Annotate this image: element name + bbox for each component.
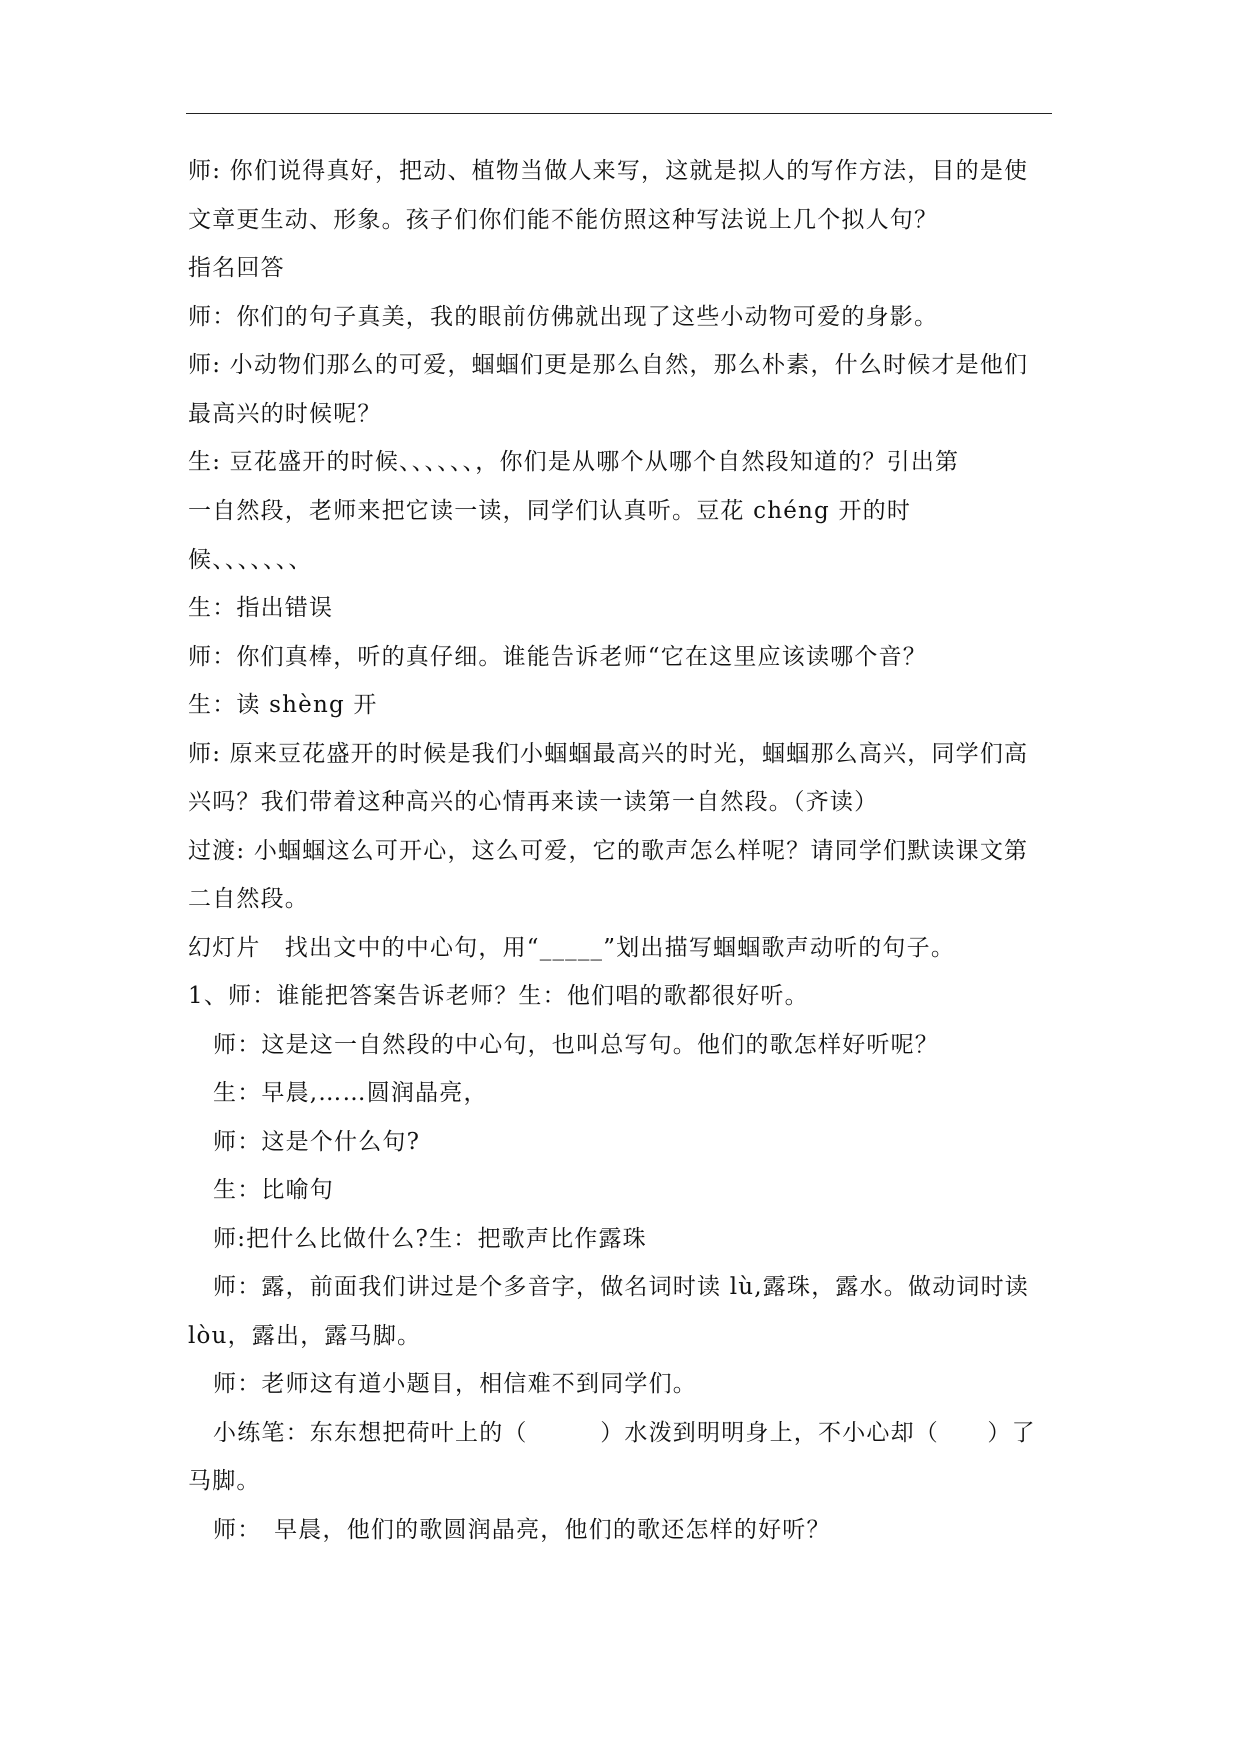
text-line: 师：老师这有道小题目，相信难不到同学们。 (213, 1371, 697, 1397)
text-line: 候、、、、、、、 (188, 547, 313, 573)
text-line: 生：比喻句 (213, 1177, 334, 1203)
text-line: 马脚。 (188, 1468, 261, 1494)
text-line: 最高兴的时候呢？ (188, 401, 382, 427)
text-line: 师: 小动物们那么的可爱，蝈蝈们更是那么自然，那么朴素，什么时候才是他们 (188, 352, 1029, 378)
text-line: 师: 你们说得真好，把动、植物当做人来写，这就是拟人的写作方法，目的是使 (188, 158, 1029, 184)
text-line: 1、师：谁能把答案告诉老师？生：他们唱的歌都很好听。 (188, 983, 809, 1009)
text-line: 师:把什么比做什么?生：把歌声比作露珠 (213, 1226, 647, 1252)
text-line: 兴吗？我们带着这种高兴的心情再来读一读第一自然段。（齐读） (188, 789, 879, 815)
text-line: 师：你们的句子真美，我的眼前仿佛就出现了这些小动物可爱的身影。 (188, 304, 939, 330)
text-line: 师：这是这一自然段的中心句，也叫总写句。他们的歌怎样好听呢？ (213, 1032, 939, 1058)
text-line: 小练笔：东东想把荷叶上的（ ）水泼到明明身上，不小心却（ ）了 (213, 1420, 1036, 1446)
text-line: 生: 豆花盛开的时候、、、、、、，你们是从哪个从哪个自然段知道的？引出第 (188, 449, 960, 475)
text-line: 师： 早晨，他们的歌圆润晶亮，他们的歌还怎样的好听？ (213, 1517, 831, 1543)
text-line: 一自然段，老师来把它读一读，同学们认真听。豆花 chéng 开的时 (188, 498, 912, 524)
text-line: 文章更生动、形象。孩子们你们能不能仿照这种写法说上几个拟人句？ (188, 207, 939, 233)
text-line: 师：露，前面我们讲过是个多音字，做名词时读 lù,露珠，露水。做动词时读 (213, 1274, 1029, 1300)
text-line: 师：你们真棒，听的真仔细。谁能告诉老师“它在这里应该读哪个音？ (188, 644, 927, 670)
text-line: 生：指出错误 (188, 595, 334, 621)
text-line: lòu，露出，露马脚。 (188, 1323, 422, 1349)
text-line: 生：读 shèng 开 (188, 692, 378, 718)
text-line: 幻灯片 找出文中的中心句，用“_____”划出描写蝈蝈歌声动听的句子。 (188, 935, 956, 961)
text-line: 师：这是个什么句? (213, 1129, 421, 1155)
text-line: 二自然段。 (188, 886, 309, 912)
text-line: 过渡: 小蝈蝈这么可开心，这么可爱，它的歌声怎么样呢？请同学们默读课文第 (188, 838, 1029, 864)
text-line: 指名回答 (188, 255, 285, 281)
header-rule (186, 113, 1052, 114)
text-line: 师: 原来豆花盛开的时候是我们小蝈蝈最高兴的时光，蝈蝈那么高兴，同学们高 (188, 741, 1029, 767)
text-line: 生：早晨,……圆润晶亮， (213, 1080, 488, 1106)
